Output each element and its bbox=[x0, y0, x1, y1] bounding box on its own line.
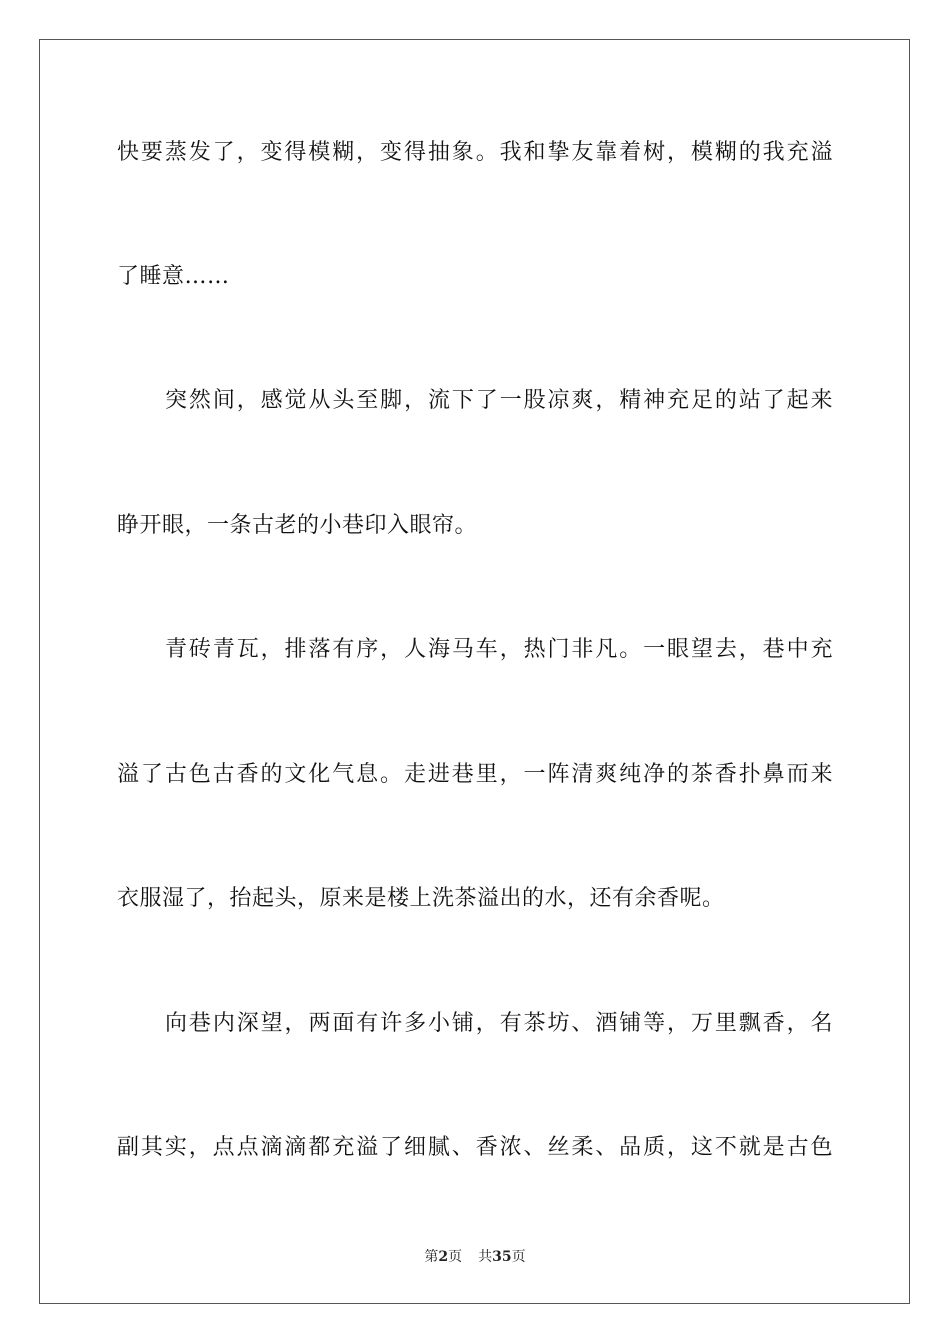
text-line-8: 向巷内深望，两面有许多小铺，有茶坊、酒铺等，万里飘香，名 bbox=[165, 1011, 833, 1036]
text-line-3: 突然间，感觉从头至脚，流下了一股凉爽，精神充足的站了起来 bbox=[165, 388, 833, 413]
current-page-number: 2 bbox=[438, 1249, 449, 1265]
text-line-1: 快要蒸发了，变得模糊，变得抽象。我和挚友靠着树，模糊的我充溢 bbox=[117, 140, 833, 165]
total-page-count: 35 bbox=[492, 1249, 512, 1265]
page-footer bbox=[0, 1248, 950, 1266]
total-prefix: 共 bbox=[478, 1249, 493, 1265]
text-line-5: 青砖青瓦，排落有序，人海马车，热门非凡。一眼望去，巷中充 bbox=[165, 637, 833, 662]
text-line-9: 副其实，点点滴滴都充溢了细腻、香浓、丝柔、品质，这不就是古色 bbox=[117, 1135, 833, 1160]
page-border bbox=[39, 39, 910, 1304]
page-prefix: 第 bbox=[424, 1249, 439, 1265]
text-line-7: 衣服湿了，抬起头，原来是楼上洗茶溢出的水，还有余香呢。 bbox=[117, 886, 725, 911]
text-line-4: 睁开眼，一条古老的小巷印入眼帘。 bbox=[117, 513, 478, 538]
total-suffix: 页 bbox=[511, 1249, 526, 1265]
page-suffix: 页 bbox=[448, 1249, 463, 1265]
text-line-2: 了睡意…… bbox=[117, 264, 230, 289]
text-line-6: 溢了古色古香的文化气息。走进巷里，一阵清爽纯净的茶香扑鼻而来 bbox=[117, 762, 833, 787]
